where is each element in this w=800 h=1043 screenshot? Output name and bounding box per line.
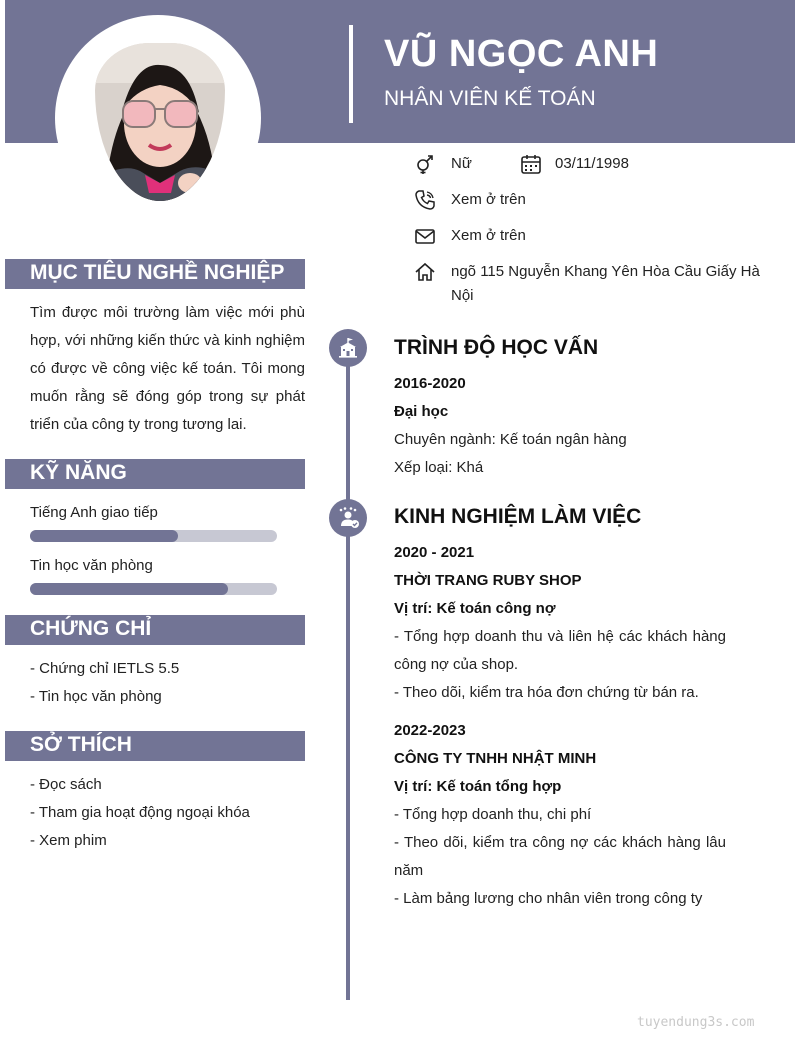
list-item: - Đọc sách	[30, 776, 102, 793]
birthday-value: 03/11/1998	[555, 155, 629, 172]
education-title: TRÌNH ĐỘ HỌC VẤN	[394, 336, 599, 359]
skill-label: Tiếng Anh giao tiếp	[30, 504, 158, 521]
hobbies-title: SỞ THÍCH	[30, 733, 132, 756]
gender-icon	[414, 153, 436, 175]
education-period: 2016-2020	[394, 375, 466, 392]
timeline-line	[346, 340, 350, 1000]
candidate-name: VŨ NGỌC ANH	[384, 33, 659, 75]
address-line-1: ngõ 115 Nguyễn Khang Yên Hòa Cầu Giấy Hà	[451, 263, 760, 280]
education-major: Chuyên ngành: Kế toán ngân hàng	[394, 431, 627, 448]
job-title: NHÂN VIÊN KẾ TOÁN	[384, 87, 596, 110]
hobbies-header	[5, 731, 305, 761]
job-duty: - Theo dõi, kiểm tra hóa đơn chứng từ bán ra.	[394, 684, 699, 701]
job-duty: - Làm bảng lương cho nhân viên trong công ty	[394, 890, 703, 907]
certificates-title: CHỨNG CHỈ	[30, 617, 152, 640]
phone-value: Xem ở trên	[451, 191, 526, 208]
skill-label: Tin học văn phòng	[30, 557, 153, 574]
job-company: CÔNG TY TNHH NHẬT MINH	[394, 750, 597, 767]
header-divider	[349, 25, 353, 123]
phone-icon	[414, 189, 436, 211]
home-icon	[414, 261, 436, 283]
education-degree: Đại học	[394, 403, 449, 420]
school-icon	[329, 329, 367, 367]
job-duty: - Tổng hợp doanh thu và liên hệ các khách hàng công nợ của shop.	[394, 628, 726, 673]
skill-bar-track	[30, 583, 277, 595]
education-grade: Xếp loại: Khá	[394, 459, 484, 476]
list-item: - Chứng chỉ IETLS 5.5	[30, 660, 180, 677]
job-company: THỜI TRANG RUBY SHOP	[394, 572, 582, 589]
list-item: - Tin học văn phòng	[30, 688, 162, 705]
skills-header	[5, 459, 305, 489]
list-item: - Tham gia hoạt động ngoại khóa	[30, 804, 250, 821]
job-duty: - Theo dõi, kiểm tra công nợ các khách hàng lâu năm	[394, 834, 726, 879]
skill-bar-fill	[30, 530, 178, 542]
address-line-2: Nội	[451, 287, 474, 304]
objective-title: MỤC TIÊU NGHỀ NGHIỆP	[30, 261, 285, 284]
list-item: - Xem phim	[30, 832, 107, 849]
job-position: Vị trí: Kế toán công nợ	[394, 600, 556, 617]
calendar-icon	[520, 153, 542, 175]
email-icon	[414, 225, 436, 247]
skill-bar-track	[30, 530, 277, 542]
job-position: Vị trí: Kế toán tổng hợp	[394, 778, 562, 795]
skills-title: KỸ NĂNG	[30, 461, 127, 484]
email-value: Xem ở trên	[451, 227, 526, 244]
objective-text: Tìm được môi trường làm việc mới phù hợp, với những kiến thức và kinh nghiệm có được về công việc kế toán. Tôi mong muốn rằng sẽ đóng góp trong sự phát triển của công ty trong tương lai.	[30, 304, 305, 433]
gender-value: Nữ	[451, 155, 472, 172]
watermark: tuyendung3s.com	[637, 1015, 755, 1030]
experience-title: KINH NGHIỆM LÀM VIỆC	[394, 505, 642, 528]
team-icon	[329, 499, 367, 537]
certificates-header	[5, 615, 305, 645]
job-duty: - Tổng hợp doanh thu, chi phí	[394, 806, 592, 823]
skill-bar-fill	[30, 583, 228, 595]
job-period: 2020 - 2021	[394, 544, 475, 561]
objective-header	[5, 259, 305, 289]
job-period: 2022-2023	[394, 722, 466, 739]
